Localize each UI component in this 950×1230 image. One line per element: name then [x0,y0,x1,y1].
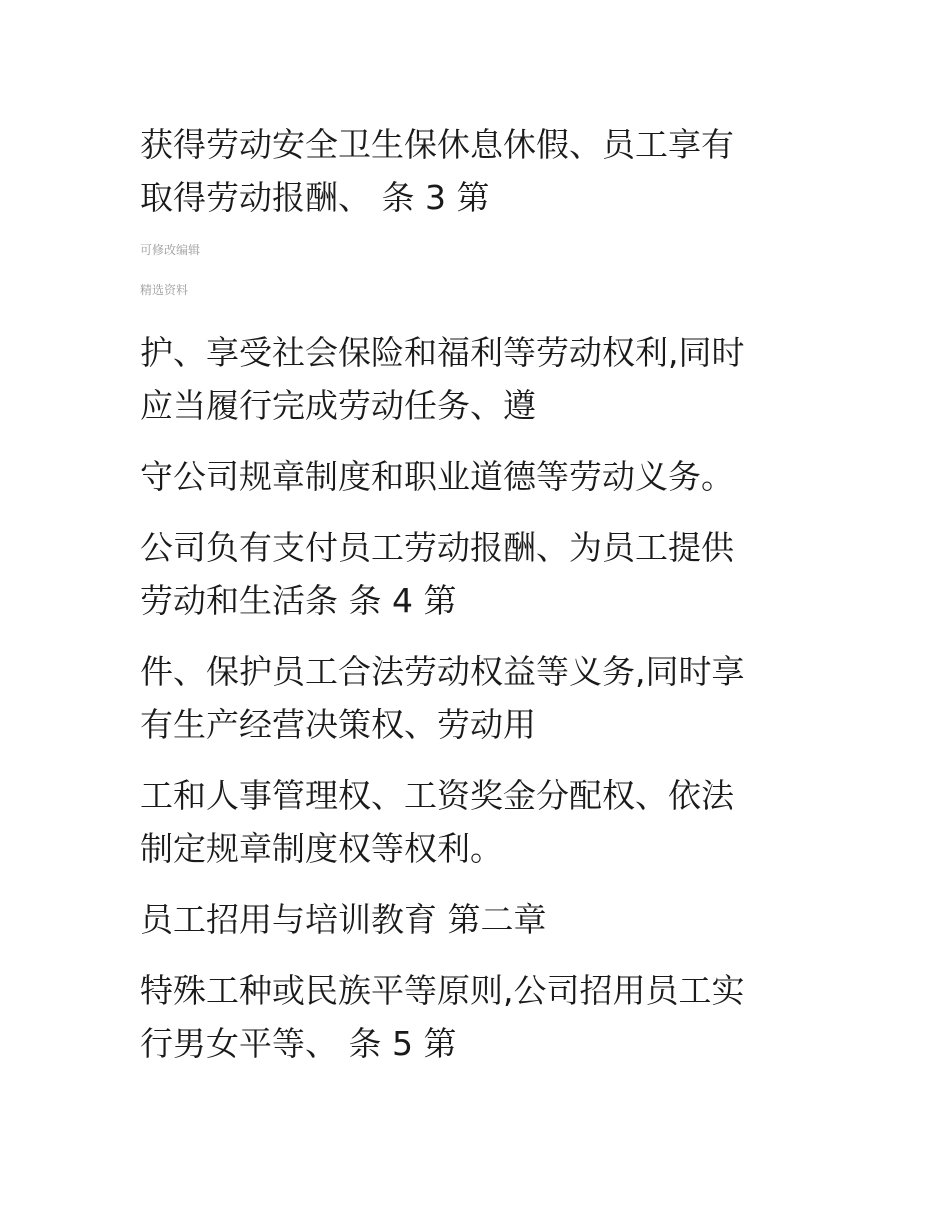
text-line: 特殊工种或民族平等原则,公司招用员工实 [140,971,745,1010]
paragraph-rights [140,326,830,432]
document-page [140,118,830,1088]
selected-note: 精选资料 [140,283,189,297]
text-line: 应当履行完成劳动任务、遵 [140,386,536,425]
paragraph-article-4 [140,521,830,627]
editable-note: 可修改编辑 [140,243,201,257]
text-line: 员工招用与培训教育 第二章 [140,900,547,939]
text-line: 公司负有支付员工劳动报酬、为员工提供 [140,528,734,567]
text-line: 件、保护员工合法劳动权益等义务,同时享 [140,652,745,691]
text-line: 制定规章制度权等权利。 [140,829,503,868]
paragraph-company-obligations [140,645,830,751]
paragraph-article-5 [140,964,830,1070]
text-line: 护、享受社会保险和福利等劳动权利,同时 [140,333,745,372]
paragraph-duties [140,450,830,503]
chapter-heading [140,893,830,946]
paragraph-company-rights [140,769,830,875]
text-line: 守公司规章制度和职业道德等劳动义务。 [140,457,734,496]
text-line: 取得劳动报酬、 条 3 第 [140,178,490,217]
text-line: 行男女平等、 条 5 第 [140,1024,457,1063]
text-line: 劳动和生活条 条 4 第 [140,581,457,620]
text-line: 工和人事管理权、工资奖金分配权、依法 [140,776,734,815]
text-line: 获得劳动安全卫生保休息休假、员工享有 [140,125,734,164]
text-line: 有生产经营决策权、劳动用 [140,705,536,744]
paragraph-article-3 [140,118,830,224]
